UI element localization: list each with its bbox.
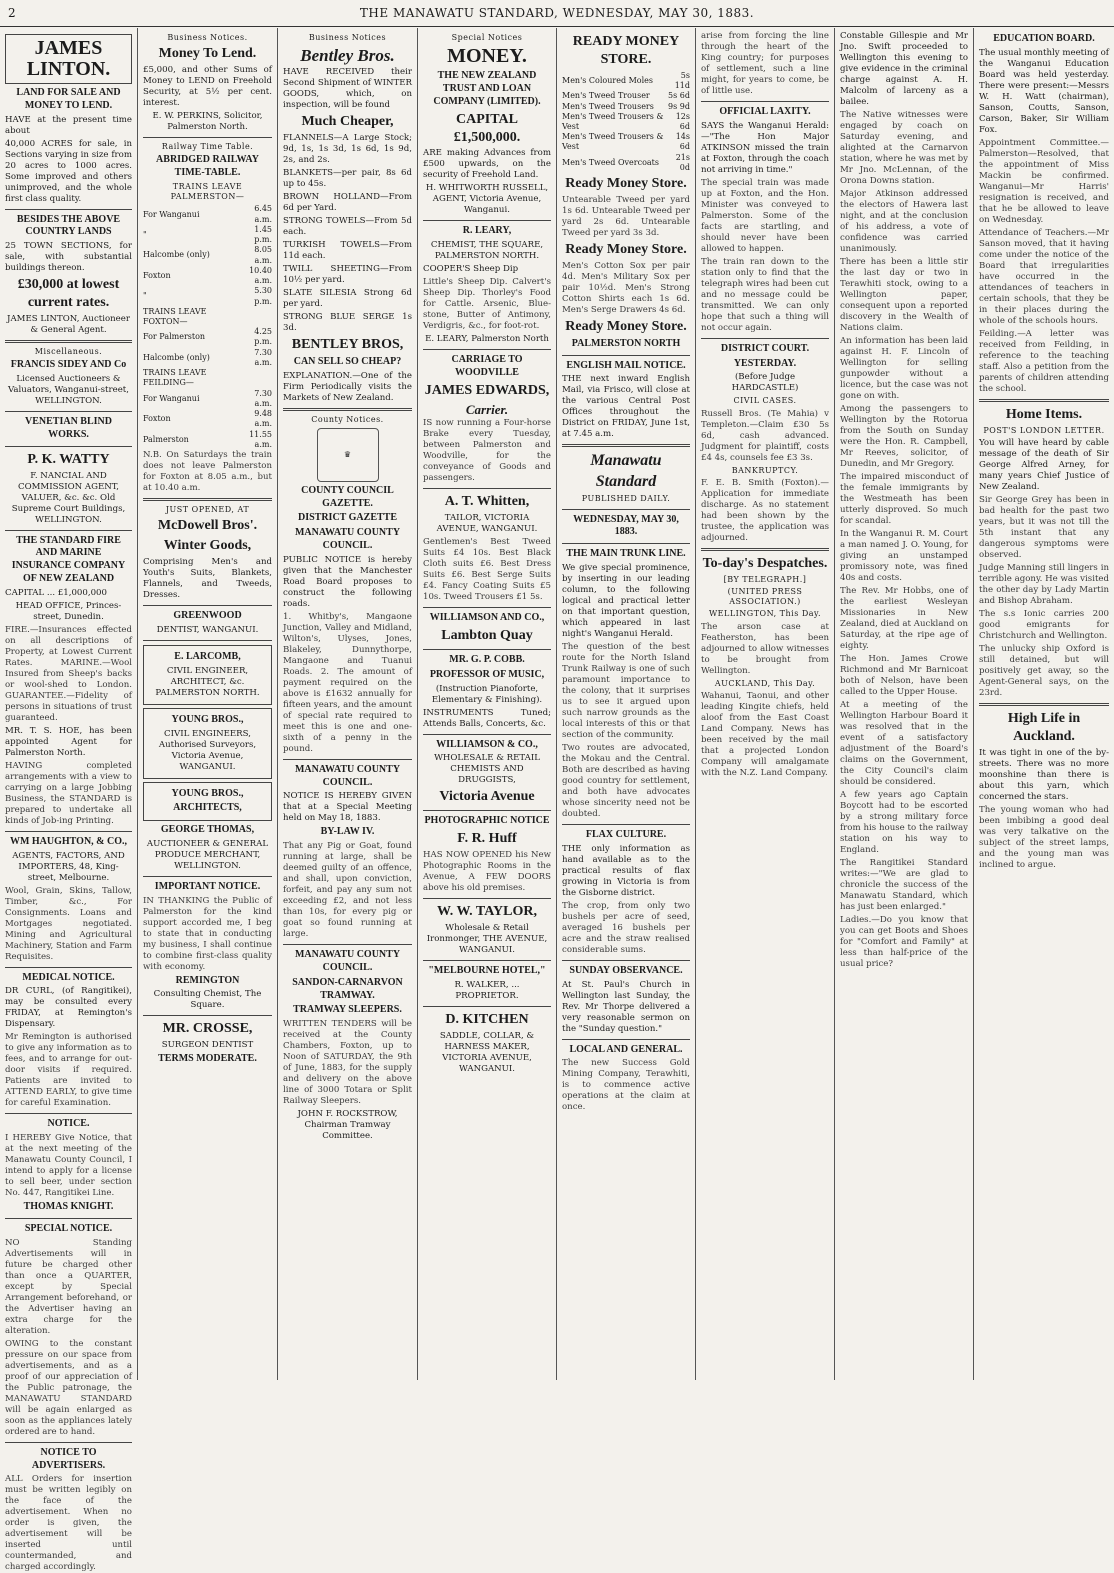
col7-body-3: There has been a little stir the last day or two in Terawhiti stock, owing to a Wellington paper, consequent upon a reported discovery in the Wealth of Nations claim. — [840, 257, 968, 333]
district-gazette-heading: DISTRICT GAZETTE — [297, 512, 398, 524]
table-row: Men's Tweed Trousers & Vest 14s 6d — [562, 132, 690, 152]
linton-money: £30,000 at lowest current rates. — [17, 277, 120, 311]
fire-insurance-heading: THE STANDARD FIRE AND MARINE INSURANCE COMPANY OF NEW ZEALAND — [11, 534, 126, 584]
table-row: Halcombe (only) 8.05 a.m. — [143, 245, 272, 265]
flax-heading: FLAX CULTURE. — [585, 829, 667, 841]
laxity-body: SAYS the Wanganui Herald:—"The Hon Major ATKINSON missed the train at Foxton, through the coach not arriving in time." — [701, 120, 829, 175]
court-heading: DISTRICT COURT. — [720, 342, 810, 354]
money-amount: £5,000, and other Sums of Money to LEND on Freehold Security, at 5½ per cent. interest. — [143, 65, 272, 109]
flannels-line: FLANNELS—A Large Stock; 9d, 1s, 1s 3d, 1s 6d, 1s 9d, 2s, and 2s. — [283, 132, 412, 165]
col7-body-2: Major Atkinson addressed the electors of Hawera last night, and at the conclusion of his address, a vote of confidence was carried unanimously. — [840, 189, 968, 254]
cobb-heading: MR. G. P. COBB. — [449, 653, 525, 665]
haughton-body: Wool, Grain, Skins, Tallow, Timber, &c., For Consignments. Loans and Mortgages negotiated. Mining and Agricultural Machinery, Station and Farm Requisites. — [5, 885, 132, 962]
column-7 — [835, 28, 974, 1380]
whitten-subtitle: TAILOR, VICTORIA AVENUE, WANGANUI. — [436, 513, 538, 535]
advertisers-body: ALL Orders for insertion must be written legibly on the face of the advertisement. When no order is given, the advertisement will be inserted until countermanded, and charged accordingly. — [5, 1474, 132, 1573]
table-row: For Wanganui 7.30 a.m. — [143, 388, 272, 408]
table-row: Men's Tweed Overcoats 21s 0d — [562, 152, 690, 172]
business-heading: Business Notices — [308, 33, 387, 42]
watty-subtitle: F. NANCIAL AND COMMISSION AGENT, VALUER, &c. &c. Old Supreme Court Buildings, WELLINGTON. — [11, 470, 126, 525]
venetian-heading: VENETIAN BLIND WORKS. — [25, 416, 112, 440]
column-2 — [138, 28, 278, 1380]
col7-body-13: Ladies.—Do you know that you can get Boots and Shoes for "Comfort and Family" at less than half-price of the usual price? — [840, 915, 968, 969]
london-label: POST'S LONDON LETTER. — [983, 425, 1105, 435]
victoria-heading: Victoria Avenue — [439, 789, 535, 805]
whitten-heading: A. T. Whitten, — [444, 494, 530, 510]
crosse-subtitle: SURGEON DENTIST — [161, 1040, 254, 1051]
high-life-body-2: The young woman who had been imbibing a good deal was very talkative on the subject of the street lamps, and the young man was inclined to argue. — [979, 804, 1109, 870]
education-heading: EDUCATION BOARD. — [993, 33, 1095, 44]
bankruptcy-heading: BANKRUPTCY. — [731, 465, 799, 475]
towels-line: STRONG TOWELS—From 5d each. — [283, 215, 412, 237]
council-heading-3: MANAWATU COUNTY COUNCIL. — [294, 949, 401, 973]
london-body-5: The unlucky ship Oxford is still detained, but will positively get away, so the Agent-General says, on the 23rd. — [979, 643, 1109, 698]
medical-heading: MEDICAL NOTICE. — [22, 971, 115, 983]
trunk-body-2: The question of the best route for the North Island Trunk Railway is one of such paramount importance to the colony, that it surprises us to see it argued upon such narrow grounds as the local interests of this or that section of the community. — [562, 642, 690, 741]
sleepers-body: WRITTEN TENDERS will be received at the County Chambers, Foxton, up to Noon of SATURDAY, the 9th of June, 1883, for the supply and delivery on the above line of 3000 Totara or Split Railway Sleepers. — [283, 1019, 412, 1107]
perkins-signature: E. W. PERKINS, Solicitor, Palmerston North. — [152, 111, 263, 133]
just-opened-label: JUST OPENED, AT — [165, 505, 250, 515]
sleepers-heading: TRAMWAY SLEEPERS. — [293, 1004, 402, 1016]
railway-table — [143, 204, 272, 450]
paper-title: Manawatu Standard — [590, 452, 662, 490]
table-row: Palmerston 11.55 a.m. — [143, 429, 272, 449]
flax-body: THE only information as hand available as to the practical results of flax growing in Victoria is from the Gisborne district. — [562, 843, 690, 898]
col7-body-5: Among the passengers to Wellington by the Rotorua from the South on Sunday were the Hon. R. Campbell, Mr Reeves, solicitor, of Dunedin, and Mr Gregory. — [840, 404, 968, 469]
winter-goods-heading: Winter Goods, — [163, 538, 252, 554]
bylaw-heading: BY-LAW IV. — [320, 826, 375, 838]
edwards-heading: JAMES EDWARDS, — [424, 382, 550, 398]
london-body: You will have heard by cable message of the death of Sir George Alfred Arney, for many years Chief Justice of New Zealand. — [979, 437, 1109, 492]
col7-body-7: In the Wanganui R. M. Court a man named J. O. Young, for giving an unstamped promissory note, was fined 40s and costs. — [840, 529, 968, 583]
laxity-heading: OFFICIAL LAXITY. — [719, 106, 811, 117]
williamson-2-heading: WILLIAMSON & CO., — [436, 738, 538, 750]
sidey-heading: FRANCIS SIDEY AND Co — [10, 359, 127, 371]
civil-body: Russell Bros. (Te Mahia) v Templeton.—Claim £30 5s 6d, cash advanced. Judgment for plaintiff, costs £4 4s, counsels fee £3 3s. — [701, 408, 829, 463]
table-row: Foxton 10.40 a.m. — [143, 265, 272, 286]
silesia-line: SLATE SILESIA Strong 6d per yard. — [283, 287, 412, 309]
newspaper-title: THE MANAWATU STANDARD, WEDNESDAY, MAY 30, 1883. — [359, 6, 755, 20]
notice-heading: NOTICE. — [47, 1118, 90, 1130]
local-heading: LOCAL AND GENERAL. — [569, 1043, 683, 1055]
laxity-body-3: The train ran down to the station only to find that the telegraph wires had been cut and no message could be transmitted. We can only hope that such a thing will not occur again. — [701, 256, 829, 333]
cooper-line: COOPER'S Sheep Dip — [423, 264, 519, 275]
mail-heading: ENGLISH MAIL NOTICE. — [566, 359, 686, 371]
col7-body-11: A few years ago Captain Boycott had to be escorted by a strong military force from his house to the railway station on his way to England. — [840, 790, 968, 855]
serge-line: STRONG BLUE SERGE 1s 3d. — [283, 311, 412, 333]
gazette-heading: COUNTY COUNCIL GAZETTE. — [301, 484, 394, 509]
trust-heading: THE NEW ZEALAND TRUST AND LOAN COMPANY (LIMITED). — [433, 70, 541, 107]
county-notices-heading: County Notices. — [311, 414, 384, 424]
auckland-body: Wahanui, Taonui, and other leading Kingite chiefs, held aloof from the East Coast Land Company. News has been received by the mail that a projected London Company will amalgamate with the N.Z. Land Company. — [701, 690, 829, 778]
col7-body-8: The Rev. Mr Hobbs, one of the earliest Wesleyan Missionaries in New Zealand, died at Auckland on Saturday, at the ripe age of eighty. — [840, 586, 968, 651]
col7-body-10: At a meeting of the Wellington Harbour Board it was resolved that in the event of a satisfactory adjustment of the Board's claims on the Government, the City Council's claim should be considered. — [840, 700, 968, 787]
thomas-subtitle: AUCTIONEER & GENERAL PRODUCE MERCHANT, WELLINGTON. — [146, 838, 269, 871]
remington-heading: REMINGTON — [175, 974, 240, 986]
larcomb-subtitle: CIVIL ENGINEER, ARCHITECT, &c. PALMERSTON NORTH. — [155, 665, 260, 698]
haughton-subtitle: AGENTS, FACTORS, AND IMPORTERS, 48, King-street, Melbourne. — [12, 850, 125, 883]
leary-subtitle: CHEMIST, THE SQUARE, PALMERSTON NORTH. — [430, 240, 544, 262]
hoe-notice: MR. T. S. HOE, has been appointed Agent for Palmerston North. — [5, 725, 132, 758]
money-heading: MONEY. — [447, 45, 527, 68]
huff-heading: F. R. Huff — [457, 831, 517, 847]
page-number: 2 — [8, 6, 17, 20]
leary-signature: E. LEARY, Palmerston North — [425, 334, 549, 345]
standard-printing-notice: HAVING completed arrangements with a view to carrying on a large Jobbing Business, the STANDARD is prepared to undertake all kinds of Job-ing Printing. — [5, 760, 132, 826]
curl-body: Mr Remington is authorised to give any information as to fees, and to arrange for out-door visits if required. Patients are invited to ATTEND EARLY, to give time for careful Examination. — [5, 1032, 132, 1109]
carrier-heading: Carrier. — [465, 401, 509, 417]
trains-leave-heading: TRAINS LEAVE PALMERSTON— — [170, 181, 245, 202]
linton-title: JAMES LINTON. — [5, 34, 132, 84]
williamson-heading: WILLIAMSON AND CO., — [429, 612, 545, 624]
ready-money-body-3: Men's Cotton Sox per pair 4d. Men's Military Sox per pair 10½d. Men's Strong Cotton Shirts each 1s 6d. Men's Serge Drawers 4s 6d. — [562, 260, 690, 315]
greenwood-subtitle: DENTIST, WANGANUI. — [156, 624, 259, 635]
public-notice-body: PUBLIC NOTICE is hereby given that the Manchester Road Board proposes to construct the following roads. — [283, 554, 412, 609]
high-life-body: It was tight in one of the by-streets. There was no more moonshine than there is about this yarn, which concerned the stars. — [979, 747, 1109, 802]
young-heading: YOUNG BROS., — [171, 713, 244, 725]
trunk-body: We give special prominence, by inserting in our leading column, to the following logical and practical letter on that important question, which appeared in last night's Wanganui Herald. — [562, 563, 690, 640]
column-5 — [557, 28, 696, 1380]
laxity-body-2: The special train was made up at Foxton, and the Hon. Minister was conveyed to Palmerston. Some of the facts are startling, and should never have been allowed to happen. — [701, 177, 829, 254]
watty-heading: P. K. WATTY — [27, 451, 110, 467]
article-continued: arise from forcing the line through the heart of the King country; for purposes of settlement, such a line might, for years to come, be of little use. — [701, 31, 829, 96]
larcomb-heading: E. LARCOMB, — [174, 650, 241, 662]
linton-towns-heading: BESIDES THE ABOVE COUNTRY LANDS — [16, 213, 121, 238]
london-body-4: The s.s Ionic carries 200 good emigrants for Christchurch and Wellington. — [979, 608, 1109, 641]
masthead — [0, 0, 1114, 27]
yesterday-heading: YESTERDAY. — [733, 357, 797, 369]
bylaw-body: That any Pig or Goat, found running at large, shall be deemed guilty of an offence, and shall, upon conviction, forfeit, and pay any sum not exceeding £2, and not less than 10s, for every pig or goat so found running at large. — [283, 841, 412, 940]
ready-money-heading-3: Ready Money Store. — [565, 242, 687, 258]
bentley-heading: Bentley Bros. — [300, 46, 395, 66]
bentley-heading-2: BENTLEY BROS, — [291, 336, 404, 352]
table-row: For Wanganui 6.45 a.m. — [143, 204, 272, 224]
cobb-body: (Instruction Pianoforte, Elementary & Finishing). — [431, 683, 543, 705]
education-body-3: Attendance of Teachers.—Mr Sanson moved, that it having come under the notice of the Board that irregularities have occurred in the attendances of teachers in certain schools, that they be in their places during the whole of the schools hours. — [979, 227, 1109, 326]
greenwood-heading: GREENWOOD — [173, 610, 242, 622]
flax-body-2: The crop, from only two bushels per acre of seed, averaged 16 bushels per acre and the straw realised considerable sums. — [562, 900, 690, 955]
knight-signature: THOMAS KNIGHT. — [23, 1201, 114, 1213]
kitchen-heading: D. KITCHEN — [445, 1011, 529, 1027]
linton-acres: 40,000 ACRES for sale, in Sections varying in size from 20 acres to 1000 acres. Some improved and others unimproved, and the whole first class quality. — [5, 138, 132, 204]
col7-body-6: The impaired misconduct of the female immigrants by the Westmeath has been utterly disproved. So much for scandal. — [840, 472, 968, 526]
col7-body-1: The Native witnesses were engaged by coach on Saturday evening, and alighted at the Carnarvon station, where he was met by Mr Jno. McLennan, of the Orona Downs station. — [840, 110, 969, 186]
lambton-heading: Lambton Quay — [441, 628, 533, 644]
judge-line: (Before Judge HARDCASTLE) — [731, 372, 799, 394]
london-body-2: Sir George Grey has been in bad health for the past two years, but it was not till the 5th instant that any dangerous symptoms were observed. — [979, 494, 1109, 560]
newspaper-page — [0, 28, 1114, 1573]
ready-money-location: PALMERSTON NORTH — [571, 337, 681, 349]
leary-body: Little's Sheep Dip. Calvert's Sheep Dip. Thorley's Food for Cattle. Arsenic, Blue-stone, Butter of Antimony, Verdigris, &c., for foot-rot. — [423, 277, 551, 332]
column-1 — [0, 28, 138, 1573]
table-row: Halcombe (only) 7.30 a.m. — [143, 347, 272, 367]
taylor-heading: W. W. TAYLOR, — [437, 903, 537, 919]
advertisers-heading: NOTICE TO ADVERTISERS. — [31, 1446, 106, 1471]
fire-capital: CAPITAL ... £1,000,000 — [5, 587, 107, 598]
walker-line: R. WALKER, ... PROPRIETOR. — [454, 979, 520, 1001]
local-body: The new Success Gold Mining Company, Terawhiti, is to commence active operations at the claim at once. — [562, 1058, 690, 1113]
special-heading: Special Notices — [451, 33, 523, 42]
special-heading: SPECIAL NOTICE. — [24, 1222, 113, 1234]
road-list: 1. Whitby's, Mangaone Junction, Valley and Midland, Wilton's, Ulyses, Jones, Blakeley, Dunnythorpe, Mangaone and Tuanui Roads. 2. The amount of payment required on the above is £1632 annually for fifteen years, and the amount of special rate required to meet this is one and one-sixth of a penny in the pound. — [283, 611, 412, 754]
fire-office: HEAD OFFICE, Princes-street, Dunedin. — [15, 600, 122, 622]
curl-notice: DR CURL, (of Rangitikei), may be consulted every FRIDAY, at Remington's Dispensary. — [5, 986, 132, 1030]
edwards-body: IS now running a Four-horse Brake every Tuesday, between Palmerston and Woodville, for the conveyance of Goods and passengers. — [423, 418, 551, 484]
photographic-heading: PHOTOGRAPHIC NOTICE — [424, 815, 550, 827]
capital-heading: CAPITAL £1,500,000. — [453, 111, 521, 145]
undersell-line: CAN SELL SO CHEAP? — [293, 355, 402, 367]
architects-label: ARCHITECTS, — [173, 802, 242, 814]
special-body: NO Standing Advertisements will in future be charged other than once a QUARTER, except by Special Arrangement beforehand, or the Advertiser having an extra charge for the alteration. — [5, 1237, 132, 1336]
royal-arms-icon: ♛ — [317, 428, 379, 482]
table-row: " 1.45 p.m. — [143, 224, 272, 245]
council-heading: MANAWATU COUNTY COUNCIL. — [294, 527, 401, 552]
table-row: For Palmerston 4.25 p.m. — [143, 327, 272, 347]
taylor-subtitle: Wholesale & Retail Ironmonger, THE AVENUE, WANGANUI. — [426, 922, 548, 955]
wellington-label: WELLINGTON, This Day. — [708, 609, 822, 619]
civil-heading: CIVIL CASES. — [733, 396, 797, 406]
carriage-heading: CARRIAGE TO WOODVILLE — [451, 354, 523, 379]
ready-money-body-2: Untearable Tweed per yard 1s 6d. Untearable Tweed per yard 2s 6d. Untearable Tweed per yard 3s 3d. — [562, 195, 690, 239]
table-row: TRAINS LEAVE FEILDING— — [143, 368, 207, 388]
education-body-2: Appointment Committee.—Palmerston—Resolved, that the appointment of Miss Mackin be confirmed. Wanganui—Mr Harris' resignation is received, and that he be allowed to leave on Wednesday. — [979, 137, 1109, 225]
abridged-heading: ABRIDGED RAILWAY TIME-TABLE. — [156, 154, 259, 179]
dateline: WEDNESDAY, MAY 30, 1883. — [573, 513, 679, 538]
misc-heading: Miscellaneous. — [34, 347, 103, 356]
price-table — [562, 71, 690, 173]
high-life-heading: High Life in Auckland. — [1007, 710, 1081, 744]
london-body-3: Judge Manning still lingers in terrible agony. He was visited the other day by Lady Martin and Bishop Abraham. — [979, 562, 1109, 606]
sunday-body: At St. Paul's Church in Wellington last Sunday, the Rev. Mr Thorpe delivered a very reasonable sermon on the "Sunday question." — [562, 979, 690, 1034]
table-row: Men's Tweed Trouser 5s 6d — [562, 91, 690, 101]
melbourne-heading: "MELBOURNE HOTEL," — [428, 964, 546, 976]
fire-body: FIRE.—Insurances effected on all descriptions of Property, at Lowest Current Rates. MARINE.—Wool Insured from Sheep's backs or wool-shed to London. GUARANTEE.—Fidelity of persons in situations of trust guaranteed. — [5, 624, 132, 723]
williamson-2-subtitle: WHOLESALE & RETAIL CHEMISTS AND DRUGGISTS, — [434, 753, 540, 786]
education-body: The usual monthly meeting of the Wanganui Education Board was held yesterday. There were present:—Messrs W. H. Watt (chairman), Sanson, Coutts, Sanson, Carson, Baker, Sir William Fox. — [979, 47, 1109, 135]
thomas-heading: GEORGE THOMAS, — [160, 824, 255, 836]
ready-money-heading-4: Ready Money Store. — [565, 318, 687, 334]
trunk-heading: THE MAIN TRUNK LINE. — [566, 548, 686, 560]
terms-label: TERMS MODERATE. — [158, 1053, 257, 1065]
linton-sections: 25 TOWN SECTIONS, for sale, with substantial buildings thereon. — [5, 241, 132, 274]
rockstrow-signature: JOHN F. ROCKSTROW, Chairman Tramway Committee. — [297, 1109, 398, 1142]
council-heading-2: MANAWATU COUNTY COUNCIL. — [294, 763, 401, 788]
twill-line: TWILL SHEETING—From 10½ per yard. — [283, 263, 412, 285]
mcdowell-heading: McDowell Bros'. — [157, 518, 258, 534]
ghost-paragraph: Constable Gillespie and Mr Jno. Swift proceeded to Wellington this evening to give evidence in the criminal charge against A. H. Malcolm of larceny as a bailee. — [840, 31, 968, 107]
young-subtitle: CIVIL ENGINEERS, Authorised Surveyors, Victoria Avenue, WANGANUI. — [158, 728, 257, 772]
business-heading: Business Notices. — [167, 33, 248, 42]
column-4 — [418, 28, 557, 1380]
holland-line: BROWN HOLLAND—From 6d per Yard. — [283, 191, 412, 213]
turkish-line: TURKISH TOWELS—From 11d each. — [283, 239, 412, 261]
auckland-label: AUCKLAND, This Day. — [714, 678, 816, 688]
table-row: Men's Tweed Trousers & Vest 12s 6d — [562, 111, 690, 131]
sidey-subtitle: Licensed Auctioneers & Valuators, Wanganui-street, WELLINGTON. — [8, 374, 129, 407]
instruments-line: INSTRUMENTS Tuned; Attends Balls, Concerts, &c. — [423, 707, 551, 729]
education-body-4: Feilding.—A letter was received from Feilding, in reference to the teaching staff. Also a petition from the parents of children attending the school. — [979, 328, 1109, 394]
blankets-line: BLANKETS—per pair, 8s 6d up to 45s. — [283, 167, 412, 189]
mail-body: THE next inward English Mail, via Frisco, will close at the various Central Post Offices throughout the District on FRIDAY, June 1st, at 7.45 a.m. — [562, 374, 690, 440]
money-heading: Money To Lend. — [158, 46, 257, 62]
special-body-2: OWING to the constant pressure on our space from advertisements, and as a proof of our appreciation of the Public patronage, the MANAWATU STANDARD will be again enlarged as soon as the appliances lately ordered are to hand. — [5, 1338, 132, 1437]
col7-body-9: The Hon. James Crowe Richmond and Mr Barnicoat both of Nelson, have been called to the Upper House. — [840, 654, 968, 697]
leary-heading: R. LEARY, — [462, 225, 512, 237]
sunday-heading: SUNDAY OBSERVANCE. — [569, 964, 683, 976]
published-label: PUBLISHED DAILY. — [581, 494, 671, 504]
column-8 — [974, 28, 1114, 1380]
col7-body-4: An information has been laid against H. F. Lincoln of Wellington for selling gunpowder without a licence, but the case was not gone on with. — [840, 336, 968, 401]
linton-subtitle: LAND FOR SALE AND MONEY TO LEND. — [16, 87, 121, 111]
kitchen-subtitle: SADDLE, COLLAR, & HARNESS MAKER, VICTORIA AVENUE, WANGANUI. — [439, 1030, 535, 1074]
haughton-heading: WM HAUGHTON, & CO., — [9, 835, 128, 847]
huff-body: HAS NOW OPENED his New Photographic Rooms in the Avenue, A FEW DOORS above his old premises. — [423, 849, 551, 893]
ready-money-heading: READY MONEY STORE. — [572, 34, 680, 67]
table-row: " 5.30 p.m. — [143, 286, 272, 306]
whitten-body: Gentlemen's Best Tweed Suits £4 10s. Best Black Cloth suits £6. Best Dress Suits £6. Best Serge Suits £4. Fancy Coating Suits £5 10s. Tweed Trousers £1 5s. — [423, 537, 551, 603]
table-row: Men's Coloured Moles 5s 11d — [562, 70, 690, 91]
wellington-body: The arson case at Featherston, has been adjourned to allow witnesses to be brought from Wellington. — [701, 621, 829, 676]
crosse-heading: MR. CROSSE, — [162, 1021, 253, 1037]
remington-subtitle: Consulting Chemist, The Square. — [153, 989, 262, 1011]
young-architects-heading: YOUNG BROS., — [171, 787, 244, 799]
ready-money-heading-2: Ready Money Store. — [565, 176, 687, 192]
winter-goods-body: Comprising Men's and Youth's Suits, Blankets, Flannels, and Tweeds, Dresses. — [143, 557, 272, 601]
sandon-heading: SANDON-CARNARVON TRAMWAY. — [292, 976, 403, 1001]
bentley-lead: HAVE RECEIVED their Second Shipment of WINTER GOODS, which, on inspection, will be found — [283, 66, 412, 110]
important-heading: IMPORTANT NOTICE. — [154, 880, 261, 892]
column-3 — [278, 28, 418, 1380]
cheaper-heading: Much Cheaper, — [301, 113, 394, 129]
table-row: Men's Tweed Trousers 9s 9d — [562, 101, 690, 111]
table-row: Foxton 9.48 a.m. — [143, 409, 272, 429]
table-row: TRAINS LEAVE FOXTON— — [143, 306, 207, 327]
railway-note: N.B. On Saturdays the train does not leave Palmerston for Foxton at 8.05 a.m., but at 10.40 a.m. — [143, 450, 272, 494]
trunk-body-3: Two routes are advocated, the Mokau and the Central. Both are described as having good country for settlement, and both have advocates whose sincerity need not be doubted. — [562, 743, 690, 820]
explanation-line: EXPLANATION.—One of the Firm Periodically visits the Markets of New Zealand. — [283, 370, 412, 403]
knight-body: I HEREBY Give Notice, that at the next meeting of the Manawatu County Council, I intend to apply for a license to sell beer, under section No. 447, Rangitikei Line. — [5, 1133, 132, 1199]
trust-agent: H. WHITWORTH RUSSELL, AGENT, Victoria Avenue, Wanganui. — [425, 183, 549, 216]
telegraph-label: [BY TELEGRAPH.] — [723, 574, 807, 584]
press-label: (UNITED PRESS ASSOCIATION.) — [727, 587, 803, 607]
home-heading: Home Items. — [1005, 406, 1083, 422]
professor-heading: PROFESSOR OF MUSIC, — [429, 668, 545, 680]
important-body: IN THANKING the Public of Palmerston for the kind support accorded me, I beg to state that in conducting my business, I shall continue to combine first-class quality with economy. — [143, 895, 272, 972]
notice-given-body: NOTICE IS HEREBY GIVEN that at a Special Meeting held on May 18, 1883. — [283, 791, 412, 824]
linton-signature: JAMES LINTON, Auctioneer & General Agent. — [7, 314, 130, 335]
trust-lead: ARE making Advances from £500 upwards, on the security of Freehold Land. — [423, 148, 551, 181]
col7-body-12: The Rangitikei Standard writes:—"We are glad to chronicle the success of the Manawatu Standard, which has just been enlarged." — [840, 858, 968, 912]
linton-lead: HAVE at the present time about — [5, 114, 132, 136]
railway-heading: Railway Time Table. — [161, 142, 254, 152]
bankruptcy-body: F. E. B. Smith (Foxton).—Application for immediate discharge. As no statement had been shown by the trustee, the application was adjourned. — [701, 477, 829, 543]
despatches-heading: To-day's Despatches. — [702, 555, 828, 571]
column-6 — [696, 28, 835, 1380]
